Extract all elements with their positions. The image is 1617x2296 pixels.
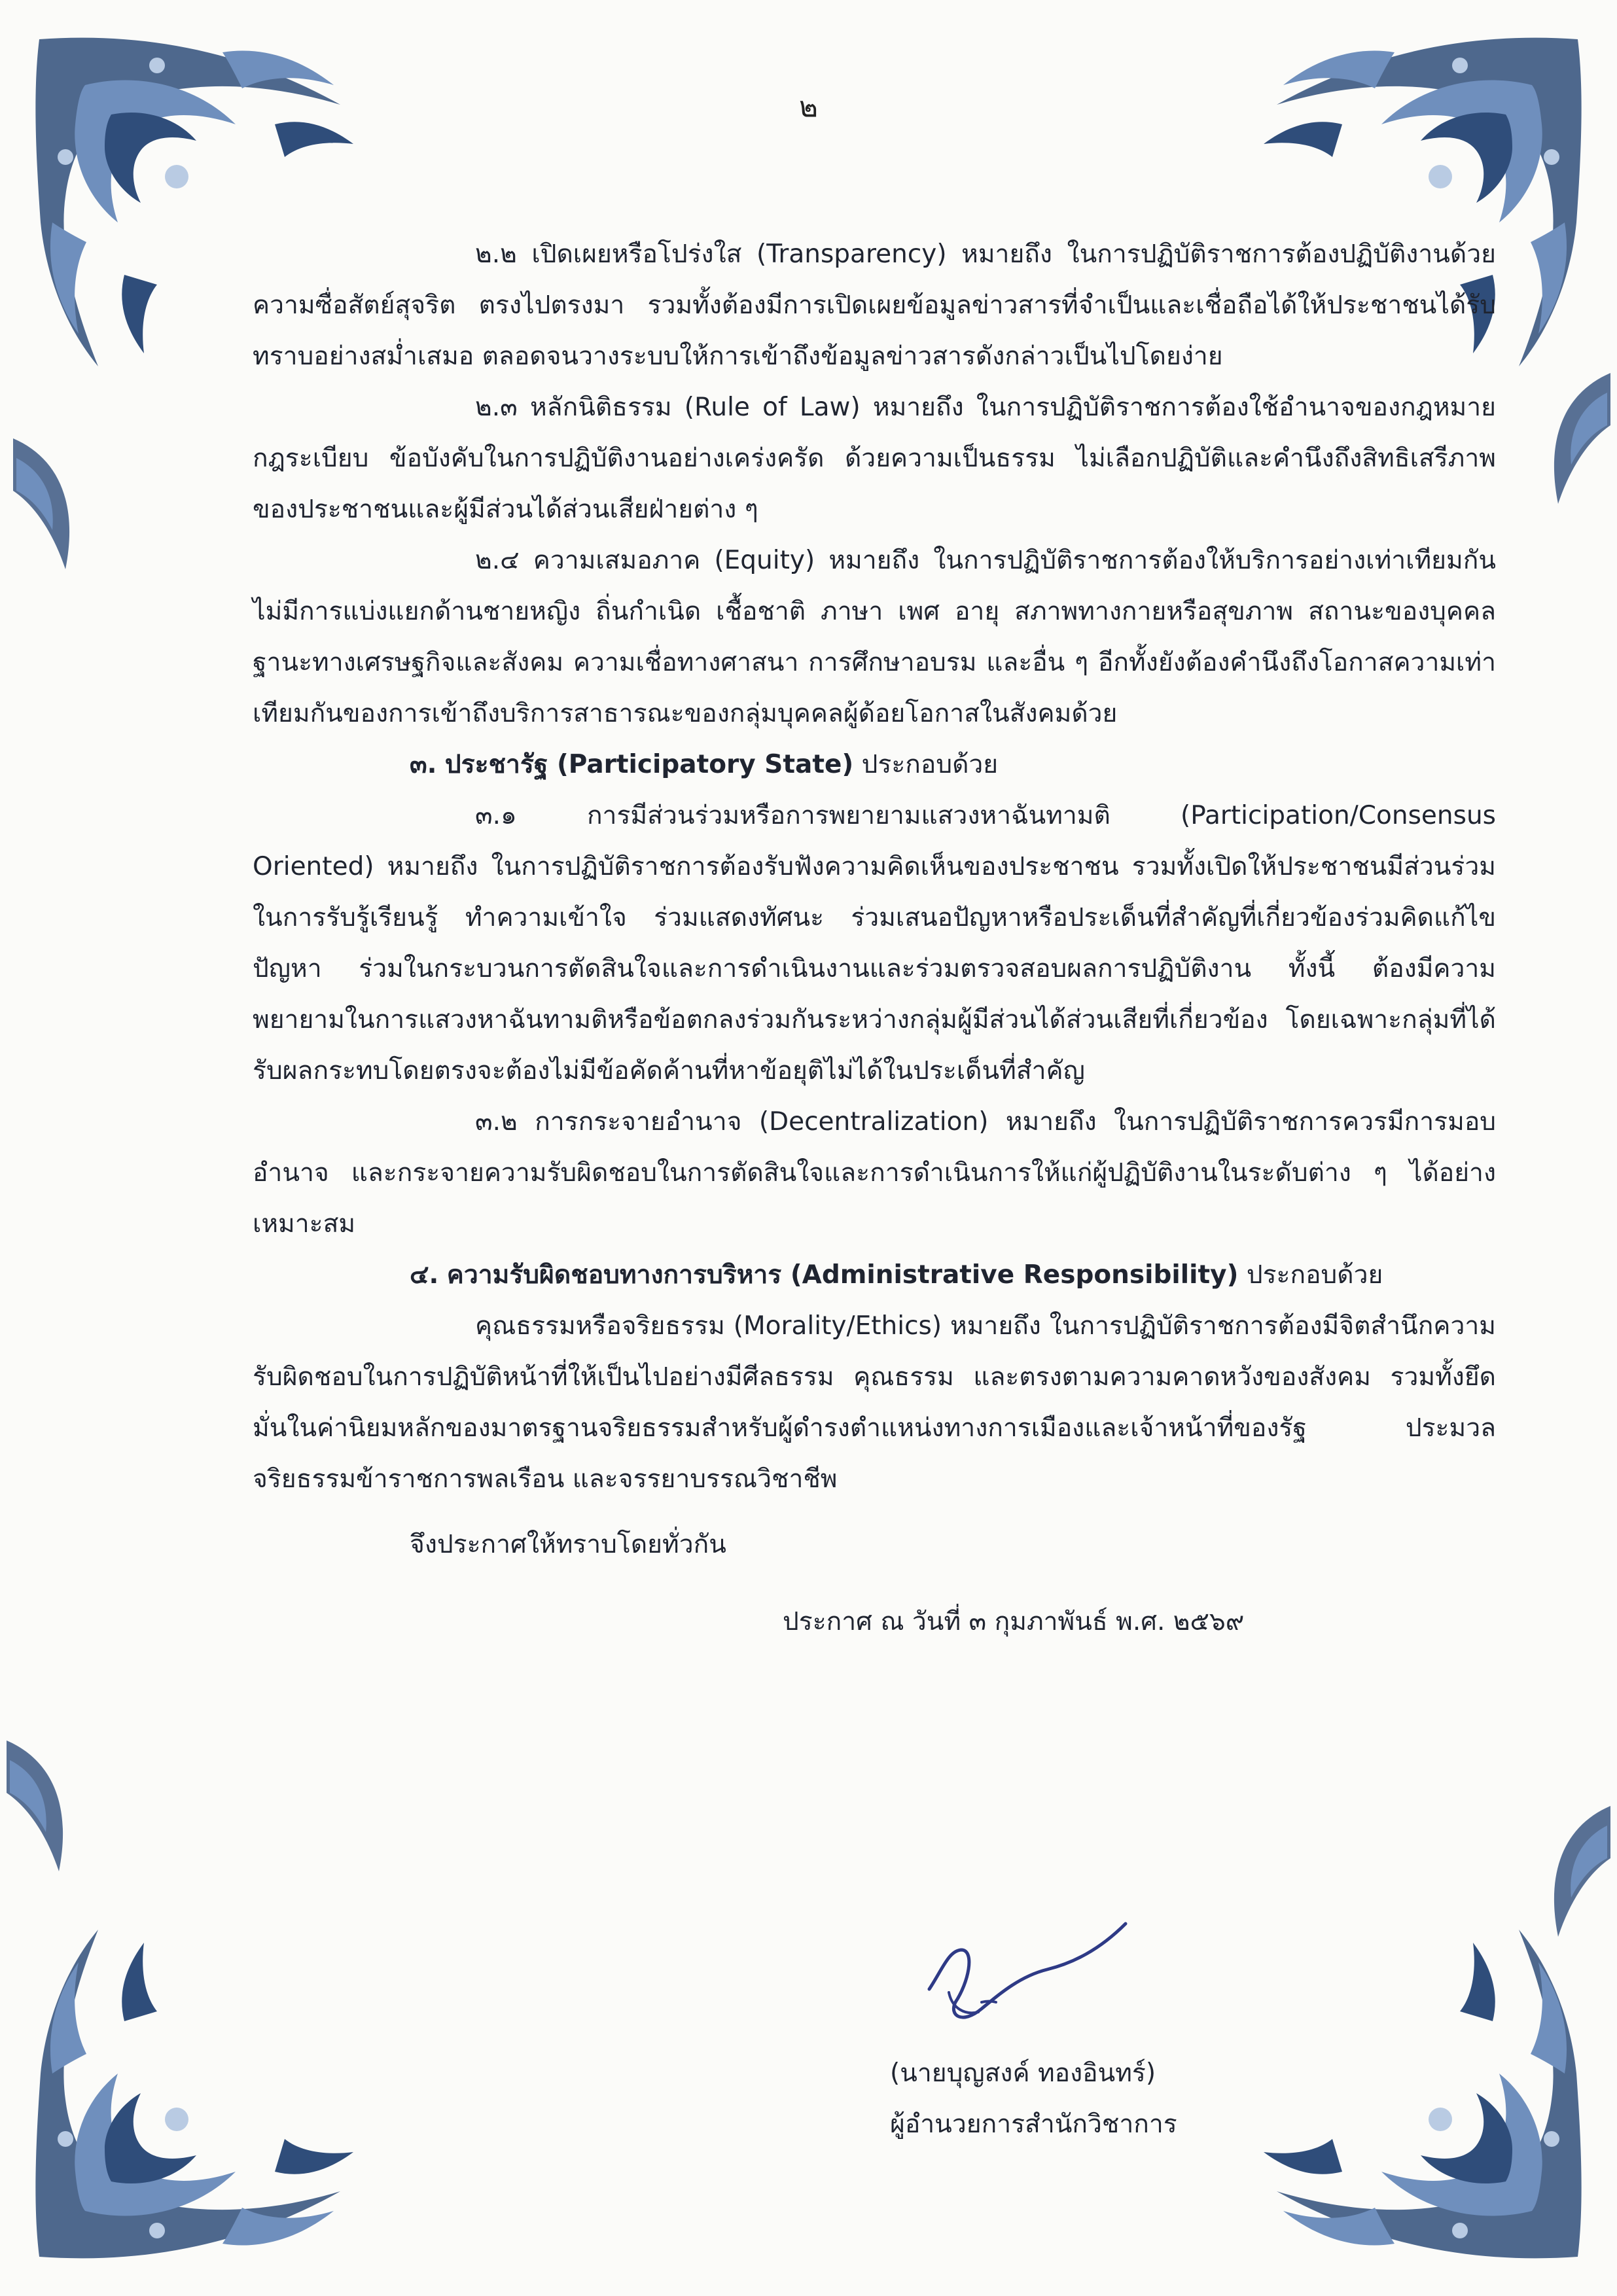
section-4-number: ๔.: [410, 1260, 439, 1290]
section-4-heading: [253, 1250, 1496, 1301]
paragraph-3-1: ๓.๑ การมีส่วนร่วมหรือการพยายามแสวงหาฉันทามติ (Participation/Consensus Oriented) หมายถึง ในการปฏิบัติราชการต้องรับฟังความคิดเห็นของประชาชน รวมทั้งเปิดให้ประชาชนมีส่วนร่วมในการรับรู้เรียนรู้ ทำความเข้าใจ ร่วมแสดงทัศนะ ร่วมเสนอปัญหาหรือประเด็นที่สำคัญที่เกี่ยวข้องร่วมคิดแก้ไขปัญหา ร่วมในกระบวนการตัดสินใจและการดำเนินงานและร่วมตรวจสอบผลการปฏิบัติงาน ทั้งนี้ ต้องมีความพยายามในการแสวงหาฉันทามติหรือข้อตกลงร่วมกันระหว่างกลุ่มผู้มีส่วนได้ส่วนเสียที่เกี่ยวข้อง โดยเฉพาะกลุ่มที่ได้รับผลกระทบโดยตรงจะต้องไม่มีข้อคัดค้านที่หาข้อยุติไม่ได้ในประเด็นที่สำคัญ: [253, 801, 1496, 1086]
signature-block: [890, 2048, 1177, 2150]
signatory-name: (นายบุญสงค์ ทองอินทร์): [890, 2058, 1156, 2088]
closing-statement: จึงประกาศให้ทราบโดยทั่วกัน: [410, 1530, 726, 1559]
side-leaf-ornament-right: [1538, 366, 1617, 510]
section-3-heading: [253, 739, 1496, 790]
section-3-suffix: ประกอบด้วย: [861, 750, 999, 779]
corner-ornament-bottom-right: [1224, 1903, 1591, 2270]
side-leaf-ornament-left: [7, 432, 85, 576]
page-number: ๒: [798, 90, 818, 124]
announcement-date: ประกาศ ณ วันที่ ๓ กุมภาพันธ์ พ.ศ. ๒๕๖๙: [783, 1607, 1245, 1636]
paragraph-2-3: ๒.๓ หลักนิติธรรม (Rule of Law) หมายถึง ในการปฏิบัติราชการต้องใช้อำนาจของกฎหมาย กฎระเบียบ ข้อบังคับในการปฏิบัติงานอย่างเคร่งครัด ด้วยความเป็นธรรม ไม่เลือกปฏิบัติและคำนึงถึงสิทธิเสรีภาพของประชาชนและผู้มีส่วนได้ส่วนเสียฝ่ายต่าง ๆ: [253, 393, 1496, 524]
handwritten-signature: [903, 1911, 1139, 2035]
side-leaf-ornament-left-lower: [0, 1734, 79, 1878]
paragraph-2-4: ๒.๔ ความเสมอภาค (Equity) หมายถึง ในการปฏิบัติราชการต้องให้บริการอย่างเท่าเทียมกันไม่มีการแบ่งแยกด้านชายหญิง ถิ่นกำเนิด เชื้อชาติ ภาษา เพศ อายุ สภาพทางกายหรือสุขภาพ สถานะของบุคคล ฐานะทางเศรษฐกิจและสังคม ความเชื่อทางศาสนา การศึกษาอบรม และอื่น ๆ อีกทั้งยังต้องคำนึงถึงโอกาสความเท่าเทียมกันของการเข้าถึงบริการสาธารณะของกลุ่มบุคคลผู้ด้อยโอกาสในสังคมด้วย: [253, 546, 1496, 728]
paragraph-2-2: ๒.๒ เปิดเผยหรือโปร่งใส (Transparency) หมายถึง ในการปฏิบัติราชการต้องปฏิบัติงานด้วยความซื่อสัตย์สุจริต ตรงไปตรงมา รวมทั้งต้องมีการเปิดเผยข้อมูลข่าวสารที่จำเป็นและเชื่อถือได้ให้ประชาชนได้รับทราบอย่างสม่ำเสมอ ตลอดจนวางระบบให้การเข้าถึงข้อมูลข่าวสารดังกล่าวเป็นไปโดยง่าย: [253, 239, 1496, 371]
signatory-position: ผู้อำนวยการสำนักวิชาการ: [890, 2110, 1177, 2139]
paragraph-4-ethics: คุณธรรมหรือจริยธรรม (Morality/Ethics) หมายถึง ในการปฏิบัติราชการต้องมีจิตสำนึกความรับผิดชอบในการปฏิบัติหน้าที่ให้เป็นไปอย่างมีศีลธรรม คุณธรรม และตรงตามความคาดหวังของสังคม รวมทั้งยึดมั่นในค่านิยมหลักของมาตรฐานจริยธรรมสำหรับผู้ดำรงตำแหน่งทางการเมืองและเจ้าหน้าที่ของรัฐ ประมวลจริยธรรมข้าราชการพลเรือน และจรรยาบรรณวิชาชีพ: [253, 1311, 1496, 1494]
paragraph-3-2: ๓.๒ การกระจายอำนาจ (Decentralization) หมายถึง ในการปฏิบัติราชการควรมีการมอบอำนาจ และกระจายความรับผิดชอบในการตัดสินใจและการดำเนินการให้แก่ผู้ปฏิบัติงานในระดับต่าง ๆ ได้อย่างเหมาะสม: [253, 1107, 1496, 1239]
section-4-title: ความรับผิดชอบทางการบริหาร (Administrative Responsibility): [446, 1260, 1239, 1290]
corner-ornament-bottom-left: [26, 1903, 393, 2270]
side-leaf-ornament-right-lower: [1538, 1799, 1617, 1943]
section-3-title: ประชารัฐ (Participatory State): [444, 750, 854, 779]
section-4-suffix: ประกอบด้วย: [1246, 1260, 1383, 1290]
section-3-number: ๓.: [410, 750, 437, 779]
document-body: [253, 229, 1496, 1648]
